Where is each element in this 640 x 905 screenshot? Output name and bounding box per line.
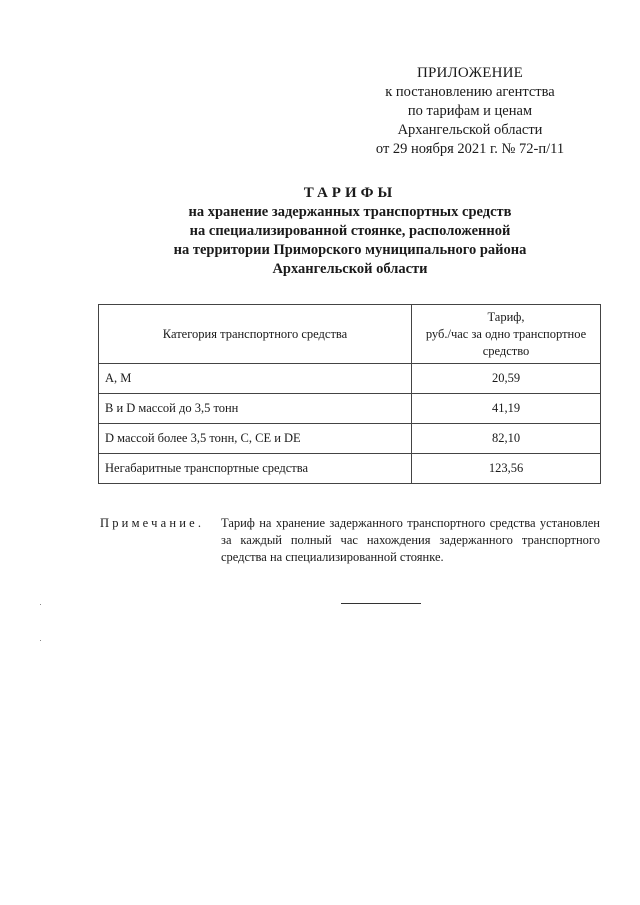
row-tariff: 123,56 [412, 454, 601, 484]
note-label: Примечание. [100, 516, 205, 530]
appendix-date-number: от 29 ноября 2021 г. № 72-п/11 [375, 141, 565, 157]
appendix-title: ПРИЛОЖЕНИЕ [416, 65, 524, 81]
title-line-1: на хранение задержанных транспортных средств [188, 204, 512, 220]
document-title-block [100, 184, 600, 279]
end-divider-line [341, 603, 421, 604]
table-row [99, 364, 601, 394]
document-title: ТАРИФЫ [303, 185, 397, 201]
table-header-row [99, 305, 601, 364]
row-category: B и D массой до 3,5 тонн [99, 394, 412, 424]
header-tariff-line-2: руб./час за одно транспортное [425, 326, 587, 341]
margin-dot [40, 604, 41, 605]
title-line-4: Архангельской области [272, 261, 428, 277]
header-tariff [412, 305, 601, 364]
row-category: D массой более 3,5 тонн, C, CE и DE [99, 424, 412, 454]
appendix-line-3: Архангельской области [397, 122, 543, 138]
tariff-table [98, 304, 601, 484]
note-text: Тариф на хранение задержанного транспортного средства установлен за каждый полный час нахождения задержанного транспортного средства на специализированной стоянке. [221, 516, 600, 564]
row-category: Негабаритные транспортные средства [99, 454, 412, 484]
row-tariff: 41,19 [412, 394, 601, 424]
row-tariff: 20,59 [412, 364, 601, 394]
title-line-3: на территории Приморского муниципального района [173, 242, 527, 258]
header-tariff-line-3: средство [482, 343, 530, 358]
title-line-2: на специализированной стоянке, расположенной [189, 223, 511, 239]
appendix-line-1: к постановлению агентства [385, 84, 555, 100]
table-row [99, 454, 601, 484]
row-tariff: 82,10 [412, 424, 601, 454]
header-category: Категория транспортного средства [99, 305, 412, 364]
header-tariff-line-1: Тариф, [487, 309, 525, 324]
margin-dot [40, 640, 41, 641]
table-row [99, 424, 601, 454]
appendix-line-2: по тарифам и ценам [407, 103, 533, 119]
row-category: A, M [99, 364, 412, 394]
appendix-header [360, 64, 580, 159]
table-row [99, 394, 601, 424]
